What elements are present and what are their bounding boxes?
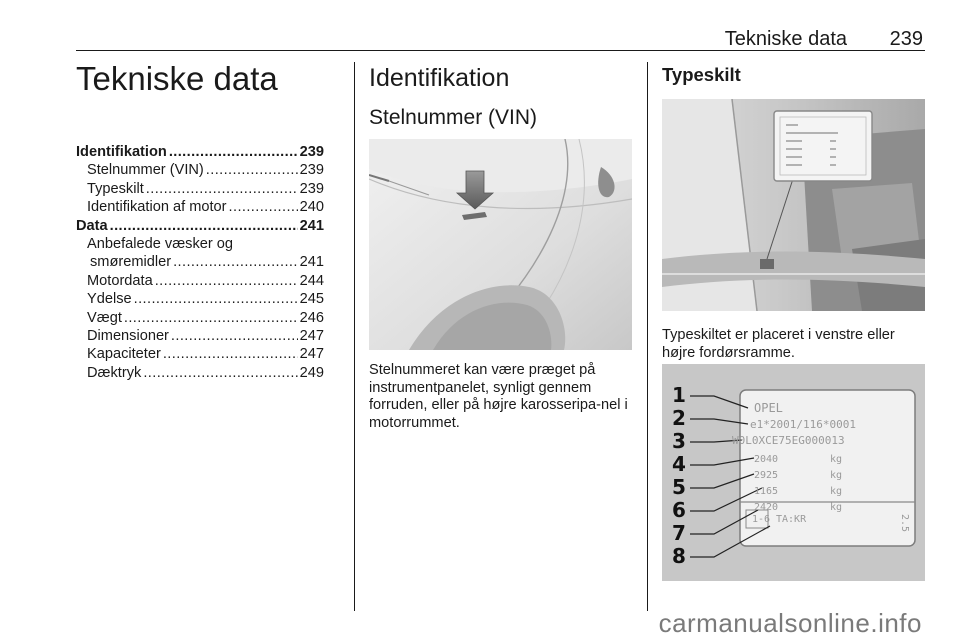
toc-entry[interactable] [76, 253, 324, 271]
toc-entry-label: Typeskilt [87, 180, 144, 197]
toc-leader-dots [155, 272, 298, 290]
toc-leader-dots [110, 217, 298, 235]
toc-entry-label: Dimensioner [87, 328, 169, 345]
watermark: carmanualsonline.info [658, 608, 922, 638]
plate-axle-code: 1-6 [752, 514, 771, 525]
column-divider [354, 62, 355, 611]
toc-entry-label: Motordata [87, 272, 153, 289]
type-plate-figure [662, 364, 925, 581]
toc-leader-dots [143, 364, 297, 382]
toc-leader-dots [124, 309, 298, 327]
toc-entry-page: 247 [299, 346, 324, 363]
typeskilt-heading: Typeskilt [662, 64, 741, 85]
toc-entry-label: Ydelse [87, 291, 132, 308]
toc-entry-label: Dæktryk [87, 364, 142, 381]
toc-leader-dots [146, 180, 298, 198]
toc-entry-page: 247 [299, 328, 324, 345]
toc-leader-dots [206, 161, 298, 179]
toc-entry-page: 249 [299, 364, 324, 381]
toc-leader-dots [169, 143, 298, 161]
section-title: Identifikation [369, 64, 510, 92]
plate-weight-unit: kg [830, 470, 843, 481]
plate-callout-number: 1 [672, 383, 686, 407]
toc-entry[interactable] [76, 309, 324, 327]
plate-weight-unit: kg [830, 486, 843, 497]
column-divider [647, 62, 648, 611]
toc-leader-dots [171, 327, 298, 345]
plate-callout-number: 6 [672, 498, 686, 522]
toc-leader-dots [173, 253, 298, 271]
toc-entry[interactable] [76, 180, 324, 198]
running-header [76, 28, 925, 51]
plate-callout-number: 2 [672, 406, 686, 430]
toc-entry[interactable] [76, 364, 324, 382]
door-frame-figure [662, 99, 925, 311]
toc-entry[interactable] [76, 327, 324, 345]
running-header-title: Tekniske data [724, 28, 847, 50]
toc-entry-label: Identifikation af motor [87, 199, 227, 216]
toc-entry-label: Stelnummer (VIN) [87, 162, 204, 179]
toc-entry-label: Data [76, 217, 108, 234]
plate-callout-number: 5 [672, 475, 686, 499]
plate-weight-unit: kg [830, 454, 843, 465]
toc-entry-page: 246 [299, 309, 324, 326]
plate-vin: W0L0XCE75EG000013 [732, 434, 845, 447]
vin-description: Stelnummeret kan være præget på instrumentpanelet, synligt gennem forruden, eller på højre karosseripa-nel i motorrummet. [369, 362, 628, 431]
toc-entry-label: Anbefalede væsker og [87, 236, 234, 253]
toc-entry[interactable] [76, 290, 324, 308]
plate-weight-value: 2040 [754, 454, 779, 465]
toc-entry-page: 239 [299, 162, 324, 179]
plate-approval-number: e1*2001/116*0001 [750, 418, 856, 431]
toc-leader-dots [229, 198, 298, 216]
typeskilt-description: Typeskiltet er placeret i venstre eller højre fordørsramme. [662, 327, 895, 361]
toc-entry-page: 240 [299, 199, 324, 216]
toc-entry-page: 239 [299, 180, 324, 197]
plate-callout-number: 7 [672, 521, 686, 545]
toc-entry[interactable] [76, 143, 324, 161]
chapter-title: Tekniske data [76, 60, 278, 97]
plate-side-code: 2.5 [899, 514, 910, 533]
toc-entry-page: 245 [299, 291, 324, 308]
plate-weight-value: 1165 [754, 486, 779, 497]
plate-paint-code: TA:KR [776, 514, 807, 525]
plate-weight-unit: kg [830, 502, 843, 513]
toc-entry-page: 241 [299, 254, 324, 271]
plate-manufacturer: OPEL [754, 401, 783, 415]
toc-leader-dots [134, 290, 298, 308]
toc-entry[interactable] [76, 198, 324, 216]
toc-entry[interactable] [76, 272, 324, 290]
page-number: 239 [889, 28, 923, 50]
toc-entry[interactable] [76, 345, 324, 363]
toc-entry-label: Kapaciteter [87, 346, 161, 363]
toc-entry-label: Identifikation [76, 144, 167, 160]
toc-entry-page: 239 [299, 144, 324, 160]
toc-entry[interactable] [76, 217, 324, 235]
subsection-title: Stelnummer (VIN) [369, 106, 538, 129]
toc-entry-page: 241 [299, 217, 324, 234]
toc-entry[interactable] [76, 235, 324, 253]
toc-entry-label: Vægt [87, 309, 122, 326]
toc-entry-label: smøremidler [90, 254, 172, 271]
plate-weight-value: 2420 [754, 502, 779, 513]
plate-callout-number: 4 [672, 452, 686, 476]
plate-callout-number: 3 [672, 429, 686, 453]
toc-leader-dots [163, 345, 298, 363]
vin-location-figure [369, 139, 632, 350]
toc-entry-page: 244 [299, 272, 324, 289]
plate-weight-value: 2925 [754, 470, 779, 481]
plate-callout-number: 8 [672, 544, 686, 568]
table-of-contents [76, 143, 324, 382]
toc-entry[interactable] [76, 161, 324, 179]
